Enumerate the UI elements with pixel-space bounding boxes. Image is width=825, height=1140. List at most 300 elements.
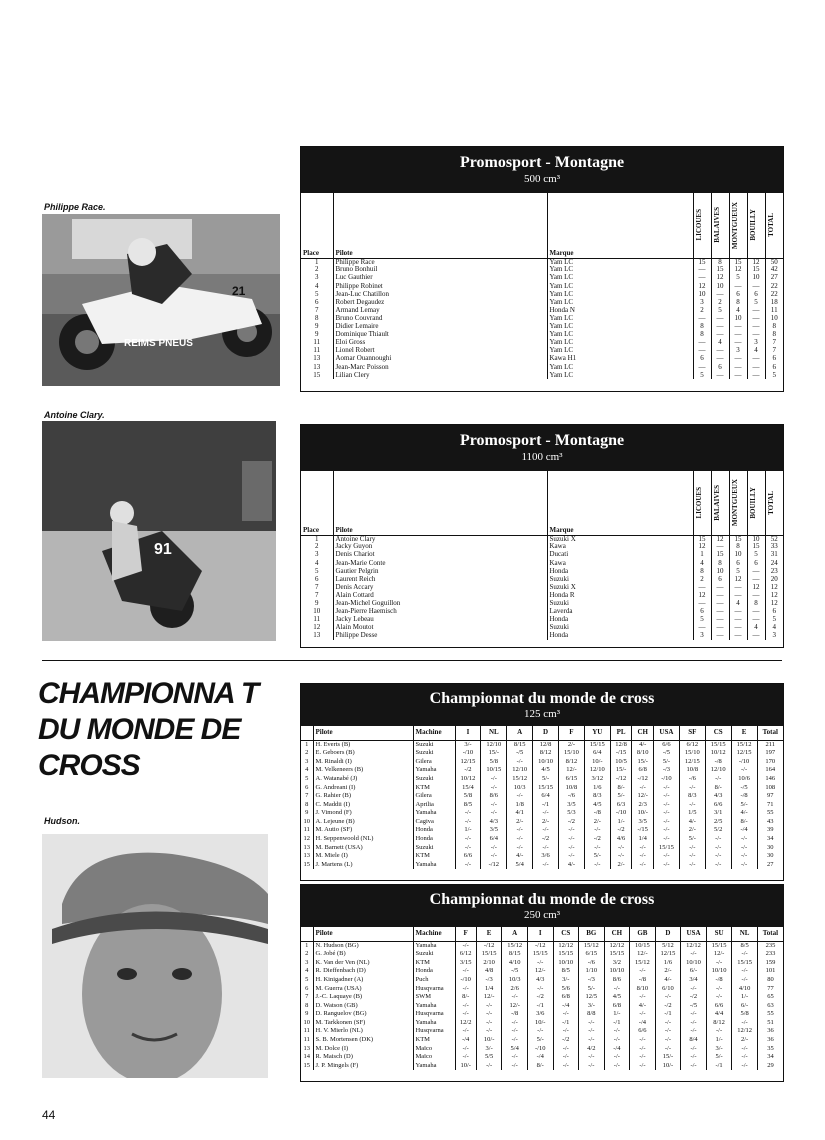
cell-pilote: Robert Degaudez: [333, 298, 547, 306]
table-cell: -/-: [705, 852, 731, 861]
table-cell: 2/-: [507, 817, 533, 826]
cell-total: 20: [765, 575, 783, 583]
cell-marque: Suzuki X: [547, 584, 693, 592]
cell-c2: —: [711, 323, 729, 331]
table-cell: G. Andreani (I): [313, 783, 413, 792]
cell-c4: 12: [747, 584, 765, 592]
table-cell: -/-: [533, 843, 559, 852]
cell-c3: 6: [729, 290, 747, 298]
cell-c1: 2: [693, 575, 711, 583]
table-cell: 4/5: [584, 800, 610, 809]
table-cell: 2/-: [679, 826, 705, 835]
cell-c1: 5: [693, 616, 711, 624]
table-row: [301, 632, 783, 640]
table-row: [301, 608, 783, 616]
table-cell: -/-: [654, 835, 680, 844]
table-cell: 6/6: [455, 852, 481, 861]
table-cell: -/-: [455, 1010, 476, 1019]
cell-c4: —: [747, 592, 765, 600]
table-cell: -/-: [731, 852, 757, 861]
table-cell: -/1: [533, 800, 559, 809]
table-cell: -/-: [681, 984, 707, 993]
table-cell: -/-: [732, 1018, 758, 1027]
table-cell: -/-: [731, 860, 757, 869]
cell-c4: —: [747, 363, 765, 371]
table-cell: 8/-: [731, 817, 757, 826]
cell-pilote: Jean-Pierre Haemisch: [333, 608, 547, 616]
cell-marque: Honda: [547, 567, 693, 575]
motorcycle-race-illustration: [42, 214, 280, 386]
cell-pilote: Jean-Marie Conte: [333, 559, 547, 567]
table-cell: 8/5: [732, 941, 758, 950]
cell-pilote: Alain Cottard: [333, 592, 547, 600]
photo-hudson: [42, 834, 268, 1078]
col-c4: BOUILLY: [748, 486, 757, 519]
col-header: SF: [679, 726, 705, 740]
cell-c1: 15: [693, 258, 711, 266]
cell-c2: —: [711, 616, 729, 624]
table-cell: 8/3: [584, 792, 610, 801]
col-header: SU: [706, 927, 732, 941]
table-cell: 15/10: [679, 749, 705, 758]
table-cell: H. Kinigadner (A): [313, 975, 413, 984]
cell-c4: —: [747, 282, 765, 290]
table-cell: 4/4: [706, 1010, 732, 1019]
table-cell: 12/-: [630, 950, 656, 959]
col-place: Place: [301, 471, 333, 535]
table-cell: 6/6: [630, 1027, 656, 1036]
table-cell: -/-: [705, 835, 731, 844]
table-cell: -/2: [584, 835, 610, 844]
table-cell: -/12: [632, 774, 654, 783]
cell-marque: Yam LC: [547, 371, 693, 379]
cell-pilote: Bruno Bonhuil: [333, 266, 547, 274]
table-cell: 4/-: [630, 1001, 656, 1010]
table-cell: -/-: [584, 860, 610, 869]
table-250-header: [301, 885, 783, 927]
table-cell: 12/10: [584, 766, 610, 775]
table-row: [301, 1061, 783, 1070]
table-cell: 2/10: [476, 958, 502, 967]
table-cell: 5/4: [502, 1044, 528, 1053]
cell-c4: —: [747, 608, 765, 616]
table-row: [301, 600, 783, 608]
cell-c3: 8: [729, 298, 747, 306]
photo-antoine-clary: [42, 421, 276, 641]
table-row: [301, 826, 783, 835]
table-cell: 8/15: [507, 740, 533, 749]
table-cell: 10/15: [630, 941, 656, 950]
table-cell: -/5: [507, 749, 533, 758]
table-cell: 2/5: [705, 817, 731, 826]
cell-total: 33: [765, 543, 783, 551]
table-row: [301, 740, 783, 749]
cell-c2: —: [711, 584, 729, 592]
table-cell: Suzuki: [413, 740, 455, 749]
cell-total: 6: [765, 363, 783, 371]
cell-total: 11: [765, 307, 783, 315]
table-cell: -/-: [654, 800, 680, 809]
table-cell: 13: [303, 852, 310, 860]
table-cell: -/-: [679, 860, 705, 869]
table-row: [301, 363, 783, 371]
table-cell: 4/-: [632, 740, 654, 749]
cell-c3: 5: [729, 274, 747, 282]
cell-place: 7: [315, 583, 319, 591]
cell-place: 13: [313, 363, 321, 371]
table-cell: -/-: [579, 1036, 605, 1045]
cell-pilote: Gautier Pelgrin: [333, 567, 547, 575]
cell-c3: —: [729, 282, 747, 290]
cell-c4: 15: [747, 266, 765, 274]
table-cell: -/-: [654, 817, 680, 826]
table-cell: 36: [757, 1036, 783, 1045]
cell-c1: —: [693, 584, 711, 592]
table-cell: 101: [757, 967, 783, 976]
col-header: USA: [681, 927, 707, 941]
table-cell: -/-: [681, 1061, 707, 1070]
cell-total: 42: [765, 266, 783, 274]
table-cell: 10/15: [481, 766, 507, 775]
table-cell: 1/-: [455, 826, 481, 835]
table-cell: -/-: [681, 1044, 707, 1053]
table-cross-125: [300, 683, 784, 881]
table-cell: 4/-: [507, 852, 533, 861]
col-header: E: [731, 726, 757, 740]
col-header: GB: [630, 927, 656, 941]
table-cell: 30: [757, 843, 783, 852]
table-cell: -/-: [654, 809, 680, 818]
col-c1-cell: [693, 471, 711, 535]
cell-c2: 10: [711, 282, 729, 290]
col-header: D: [655, 927, 681, 941]
table-cell: Husqvarna: [413, 1010, 455, 1019]
cell-c1: —: [693, 315, 711, 323]
col-header: Pilote: [313, 726, 413, 740]
cell-marque: Yam LC: [547, 290, 693, 298]
cell-pilote: Alain Moutot: [333, 624, 547, 632]
cell-c3: 5: [729, 567, 747, 575]
cell-c2: —: [711, 632, 729, 640]
col-c1: LICOUES: [694, 209, 703, 241]
col-marque: Marque: [547, 471, 693, 535]
table-cell: -/-: [681, 1053, 707, 1062]
table-cell: 233: [757, 950, 783, 959]
table-cell: 6/10: [655, 984, 681, 993]
col-pilote: Pilote: [333, 471, 547, 535]
table-cell: -/-: [610, 852, 632, 861]
table-row: [301, 993, 783, 1002]
table-cell: -/8: [731, 792, 757, 801]
cell-place: 3: [315, 274, 319, 282]
table-row: [301, 975, 783, 984]
table-cell: 8/-: [705, 783, 731, 792]
table-cell: 6: [305, 783, 309, 791]
table-cell: -/-: [679, 800, 705, 809]
table-cell: 8: [305, 1001, 309, 1009]
table-cell: -/-: [681, 1027, 707, 1036]
col-total: TOTAL: [766, 490, 775, 515]
table-cell: 1/-: [610, 817, 632, 826]
table-cell: -/-: [579, 1061, 605, 1070]
table-cell: -/-: [476, 1010, 502, 1019]
cell-c2: 5: [711, 307, 729, 315]
table-cell: -/-: [455, 941, 476, 950]
cell-total: 18: [765, 298, 783, 306]
table-cell: G. Rahier (B): [313, 792, 413, 801]
cell-pilote: Jean-Michel Goguillon: [333, 600, 547, 608]
table-cell: 12/-: [502, 1001, 528, 1010]
cell-c1: —: [693, 274, 711, 282]
cell-place: 5: [315, 290, 319, 298]
table-cell: 5/8: [455, 792, 481, 801]
cell-c3: 12: [729, 575, 747, 583]
table-cell: -/10: [527, 1044, 553, 1053]
cell-place: 4: [315, 559, 319, 567]
table-125-grid: [301, 726, 783, 869]
cell-place: 5: [315, 567, 319, 575]
cell-c2: —: [711, 592, 729, 600]
table-cell: -/-: [706, 993, 732, 1002]
cell-c2: —: [711, 608, 729, 616]
col-c3: MONTGUEUX: [730, 201, 739, 249]
table-cell: -/-: [630, 967, 656, 976]
cell-total: 22: [765, 290, 783, 298]
table-cell: 6/6: [654, 740, 680, 749]
col-header: CH: [604, 927, 630, 941]
table-cell: 12/15: [455, 757, 481, 766]
table-row: [301, 800, 783, 809]
table-cell: 6/6: [706, 1001, 732, 1010]
table-cell: 3/1: [705, 809, 731, 818]
cell-pilote: Denis Chariot: [333, 551, 547, 559]
table-125-header: [301, 684, 783, 726]
table-cell: 1: [305, 941, 309, 949]
table-cell: 4/10: [732, 984, 758, 993]
table-cell: 4: [305, 967, 309, 975]
table-cell: -/6: [559, 792, 585, 801]
cell-c4: 4: [747, 347, 765, 355]
caption-hudson: Hudson.: [44, 816, 80, 826]
table-500-title: Promosport - Montagne: [459, 154, 625, 171]
table-cell: 5/-: [706, 1053, 732, 1062]
cell-c4: —: [747, 632, 765, 640]
table-cell: -/-: [654, 826, 680, 835]
table-row: [301, 757, 783, 766]
table-cell: 8: [305, 800, 309, 808]
cell-c4: 6: [747, 559, 765, 567]
cell-total: 50: [765, 258, 783, 266]
table-row: [301, 774, 783, 783]
cell-c4: 5: [747, 551, 765, 559]
table-cell: -/3: [476, 975, 502, 984]
table-cell: -/-: [502, 1036, 528, 1045]
table-cell: 4/8: [476, 967, 502, 976]
table-cell: -/12: [476, 941, 502, 950]
table-cell: -/10: [731, 757, 757, 766]
cell-c4: —: [747, 323, 765, 331]
table-cell: 29: [757, 1061, 783, 1070]
cell-c1: —: [693, 600, 711, 608]
table-cell: -/-: [732, 950, 758, 959]
table-cell: -/-: [507, 757, 533, 766]
cell-c4: —: [747, 315, 765, 323]
table-cell: -/-: [655, 1036, 681, 1045]
cell-c3: —: [729, 323, 747, 331]
table-cell: 34: [757, 835, 783, 844]
table-cell: 1/6: [584, 783, 610, 792]
table-cell: 10/-: [455, 1061, 476, 1070]
table-cell: 71: [757, 800, 783, 809]
table-cell: Yamaha: [413, 1061, 455, 1070]
table-row: [301, 1044, 783, 1053]
table-cell: 15/12: [502, 941, 528, 950]
table-cell: 5/4: [507, 860, 533, 869]
table-cell: -/-: [507, 826, 533, 835]
table-cell: 15/15: [527, 950, 553, 959]
table-cell: -/2: [553, 1036, 579, 1045]
col-header: CS: [553, 927, 579, 941]
table-cell: 15/12: [731, 740, 757, 749]
table-cell: 7: [305, 792, 309, 800]
cell-c3: —: [729, 371, 747, 379]
table-cell: 6/4: [481, 835, 507, 844]
table-cell: 15/-: [655, 1053, 681, 1062]
table-cell: 12/8: [533, 740, 559, 749]
cell-total: 24: [765, 559, 783, 567]
cell-c1: 15: [693, 535, 711, 543]
table-cell: -/-: [654, 792, 680, 801]
cell-marque: Suzuki X: [547, 535, 693, 543]
table-cell: -/3: [654, 766, 680, 775]
table-1100-title: Promosport - Montagne: [459, 432, 625, 449]
cell-c2: —: [711, 543, 729, 551]
col-header: BG: [579, 927, 605, 941]
table-cell: 1/10: [579, 967, 605, 976]
table-cell: 10/8: [679, 766, 705, 775]
table-cell: -/-: [507, 835, 533, 844]
table-cell: 8/3: [679, 792, 705, 801]
table-cell: 8/6: [604, 975, 630, 984]
cell-place: 9: [315, 330, 319, 339]
table-250-title: Championnat du monde de cross: [429, 891, 655, 908]
table-cell: 10/-: [632, 809, 654, 818]
table-cell: 10/12: [705, 749, 731, 758]
cell-c3: 15: [729, 258, 747, 266]
table-cell: 35: [757, 1044, 783, 1053]
table-row: [301, 941, 783, 950]
table-cell: -/1: [706, 1061, 732, 1070]
table-cell: 4/-: [679, 817, 705, 826]
cell-c3: —: [729, 592, 747, 600]
cell-c3: —: [729, 624, 747, 632]
table-cell: -/-: [533, 826, 559, 835]
table-cell: 12/12: [681, 941, 707, 950]
table-cell: Husqvarna: [413, 984, 455, 993]
cell-c1: 6: [693, 355, 711, 363]
table-row: [301, 616, 783, 624]
table-cell: Honda: [413, 835, 455, 844]
cell-marque: Yam LC: [547, 315, 693, 323]
table-cell: KTM: [413, 783, 455, 792]
cell-c1: —: [693, 624, 711, 632]
col-header: F: [455, 927, 476, 941]
table-cell: 11: [303, 1036, 310, 1044]
table-cell: Honda: [413, 967, 455, 976]
table-row: [301, 575, 783, 583]
table-row: [301, 624, 783, 632]
table-cell: 77: [757, 984, 783, 993]
table-cell: -/15: [610, 749, 632, 758]
table-cell: -/-: [533, 860, 559, 869]
table-cell: 6/6: [705, 800, 731, 809]
table-cell: 10/10: [553, 958, 579, 967]
cell-pilote: Laurent Reich: [333, 575, 547, 583]
cell-c4: —: [747, 355, 765, 363]
table-cell: 4/3: [481, 817, 507, 826]
table-cell: -/-: [654, 783, 680, 792]
cell-c2: —: [711, 371, 729, 379]
table-cell: 10/3: [502, 975, 528, 984]
table-cell: 55: [757, 809, 783, 818]
cell-pilote: Luc Gauthier: [333, 274, 547, 282]
cell-c1: 8: [693, 331, 711, 339]
cell-pilote: Philippe Race: [333, 258, 547, 266]
cell-c1: —: [693, 363, 711, 371]
cell-place: 13: [313, 632, 321, 640]
table-cell: 146: [757, 774, 783, 783]
table-cell: 15/-: [632, 757, 654, 766]
table-cell: 15/15: [705, 740, 731, 749]
cell-c2: 8: [711, 559, 729, 567]
table-cell: 15/15: [732, 958, 758, 967]
cell-c2: 15: [711, 266, 729, 274]
cell-pilote: Philippe Desse: [333, 632, 547, 640]
table-cell: 10/12: [455, 774, 481, 783]
table-cell: -/-: [455, 835, 481, 844]
col-pilote: Pilote: [333, 193, 547, 258]
table-cell: E. Geboers (B): [313, 749, 413, 758]
cell-total: 3: [765, 632, 783, 640]
table-cell: 80: [757, 975, 783, 984]
cell-c4: —: [747, 575, 765, 583]
table-cell: -/12: [527, 941, 553, 950]
table-cell: R. Maisch (D): [313, 1053, 413, 1062]
table-cell: -/8: [584, 809, 610, 818]
cell-total: 22: [765, 282, 783, 290]
table-cell: -/4: [553, 1001, 579, 1010]
page-number: 44: [42, 1108, 56, 1122]
table-cell: 6/4: [533, 792, 559, 801]
table-cell: 12/-: [706, 950, 732, 959]
table-cell: -/-: [655, 993, 681, 1002]
cell-c4: 15: [747, 543, 765, 551]
table-cell: Yamaha: [413, 809, 455, 818]
table-cell: 6/-: [681, 967, 707, 976]
cell-c1: 1: [693, 551, 711, 559]
table-cell: Yamaha: [413, 1018, 455, 1027]
cell-marque: Kawa: [547, 559, 693, 567]
table-cell: -/-: [654, 860, 680, 869]
table-cell: 3/12: [584, 774, 610, 783]
cell-marque: Yam LC: [547, 298, 693, 306]
cell-c2: 6: [711, 575, 729, 583]
table-cell: 12/15: [655, 950, 681, 959]
table-cell: -/-: [481, 843, 507, 852]
table-cell: M. Miele (I): [313, 852, 413, 861]
cell-place: 10: [313, 607, 321, 616]
table-250-body: [301, 941, 783, 1070]
